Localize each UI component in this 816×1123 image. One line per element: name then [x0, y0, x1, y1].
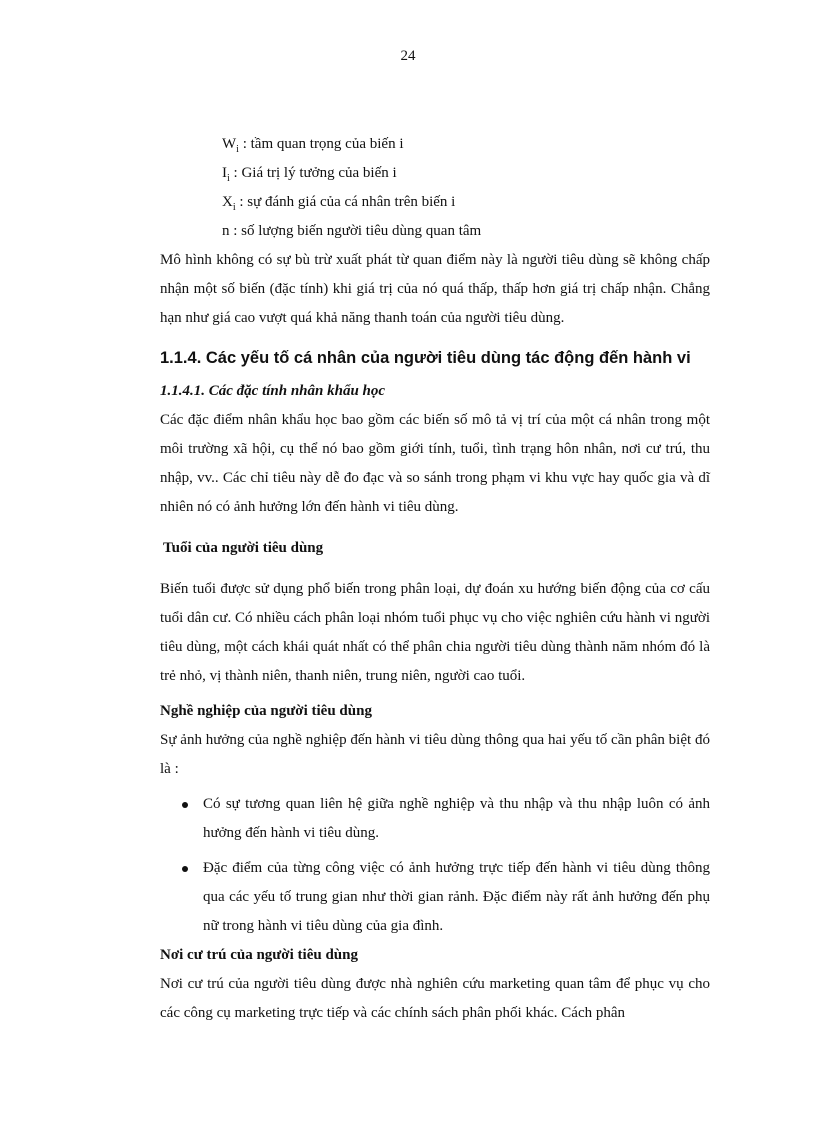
- list-item-text: Có sự tương quan liên hệ giữa nghề nghiệp và thu nhập và thu nhập luôn có ảnh hưởng đến hành vi tiêu dùng.: [203, 796, 710, 841]
- heading-residence: Nơi cư trú của người tiêu dùng: [160, 947, 358, 963]
- paragraph-occupation: Sự ảnh hưởng của nghề nghiệp đến hành vi tiêu dùng thông qua hai yếu tố cần phân biệt đó là :: [160, 732, 710, 777]
- definition-line: [222, 217, 710, 246]
- definition-variable: W: [222, 136, 237, 152]
- subsection-heading: 1.1.4.1. Các đặc tính nhân khẩu học: [160, 383, 386, 399]
- bullet-icon: [182, 802, 188, 808]
- definition-text: : tầm quan trọng của biến i: [242, 136, 404, 152]
- page-content: [160, 130, 710, 1028]
- paragraph-residence: Nơi cư trú của người tiêu dùng được nhà nghiên cứu marketing quan tâm để phục vụ cho các công cụ marketing trực tiếp và các chính sách phân phối khác. Cách phân: [160, 976, 710, 1021]
- page-number: 24: [400, 48, 416, 64]
- paragraph-demographics: Các đặc điểm nhân khẩu học bao gồm các biến số mô tả vị trí của một cá nhân trong một môi trường xã hội, cụ thể nó bao gồm giới tính, tuổi, tình trạng hôn nhân, nơi cư trú, thu nhập, vv.. Các chỉ tiêu này dễ đo đạc và so sánh trong phạm vi khu vực hay quốc gia và dĩ nhiên nó có ảnh hưởng lớn đến hành vi tiêu dùng.: [160, 412, 710, 515]
- paragraph-compensation-model: Mô hình không có sự bù trừ xuất phát từ quan điểm này là người tiêu dùng sẽ không chấp nhận một số biến (đặc tính) khi giá trị của nó quá thấp, thấp hơn giá trị chấp nhận. Chẳng hạn như giá cao vượt quá khả năng thanh toán của người tiêu dùng.: [160, 252, 710, 326]
- definition-variable: X: [222, 194, 233, 210]
- bullet-icon: [182, 866, 188, 872]
- bullet-list: [160, 790, 710, 941]
- definition-subscript: i: [236, 144, 239, 155]
- paragraph-age: Biến tuổi được sử dụng phổ biến trong phân loại, dự đoán xu hướng biến động của cơ cấu tuổi dân cư. Có nhiều cách phân loại nhóm tuổi phục vụ cho việc nghiên cứu hành vi người tiêu dùng, một cách khái quát nhất có thể phân chia người tiêu dùng thành năm nhóm đó là trẻ nhỏ, vị thành niên, thanh niên, trung niên, người cao tuổi.: [160, 581, 710, 684]
- definition-variable: I: [222, 165, 227, 181]
- list-item-text: Đặc điểm của từng công việc có ảnh hưởng trực tiếp đến hành vi tiêu dùng thông qua các yếu tố trung gian như thời gian rảnh. Đặc điểm này rất ảnh hưởng đến phụ nữ trong hành vi tiêu dùng của gia đình.: [203, 860, 710, 934]
- definition-line: [222, 130, 710, 159]
- definition-subscript: i: [232, 202, 236, 213]
- list-item: [160, 790, 710, 848]
- definition-text: : số lượng biến người tiêu dùng quan tâm: [233, 223, 482, 239]
- definition-subscript: i: [227, 173, 230, 184]
- section-heading: 1.1.4. Các yếu tố cá nhân của người tiêu dùng tác động đến hành vi: [160, 349, 691, 367]
- list-item: [160, 854, 710, 941]
- heading-age: Tuổi của người tiêu dùng: [163, 540, 324, 556]
- definition-text: : Giá trị lý tưởng của biến i: [233, 165, 397, 181]
- definition-variable: n: [222, 223, 230, 239]
- definition-line: [222, 159, 710, 188]
- definition-text: : sự đánh giá của cá nhân trên biến i: [239, 194, 456, 210]
- heading-occupation: Nghề nghiệp của người tiêu dùng: [160, 703, 372, 719]
- definition-line: [222, 188, 710, 217]
